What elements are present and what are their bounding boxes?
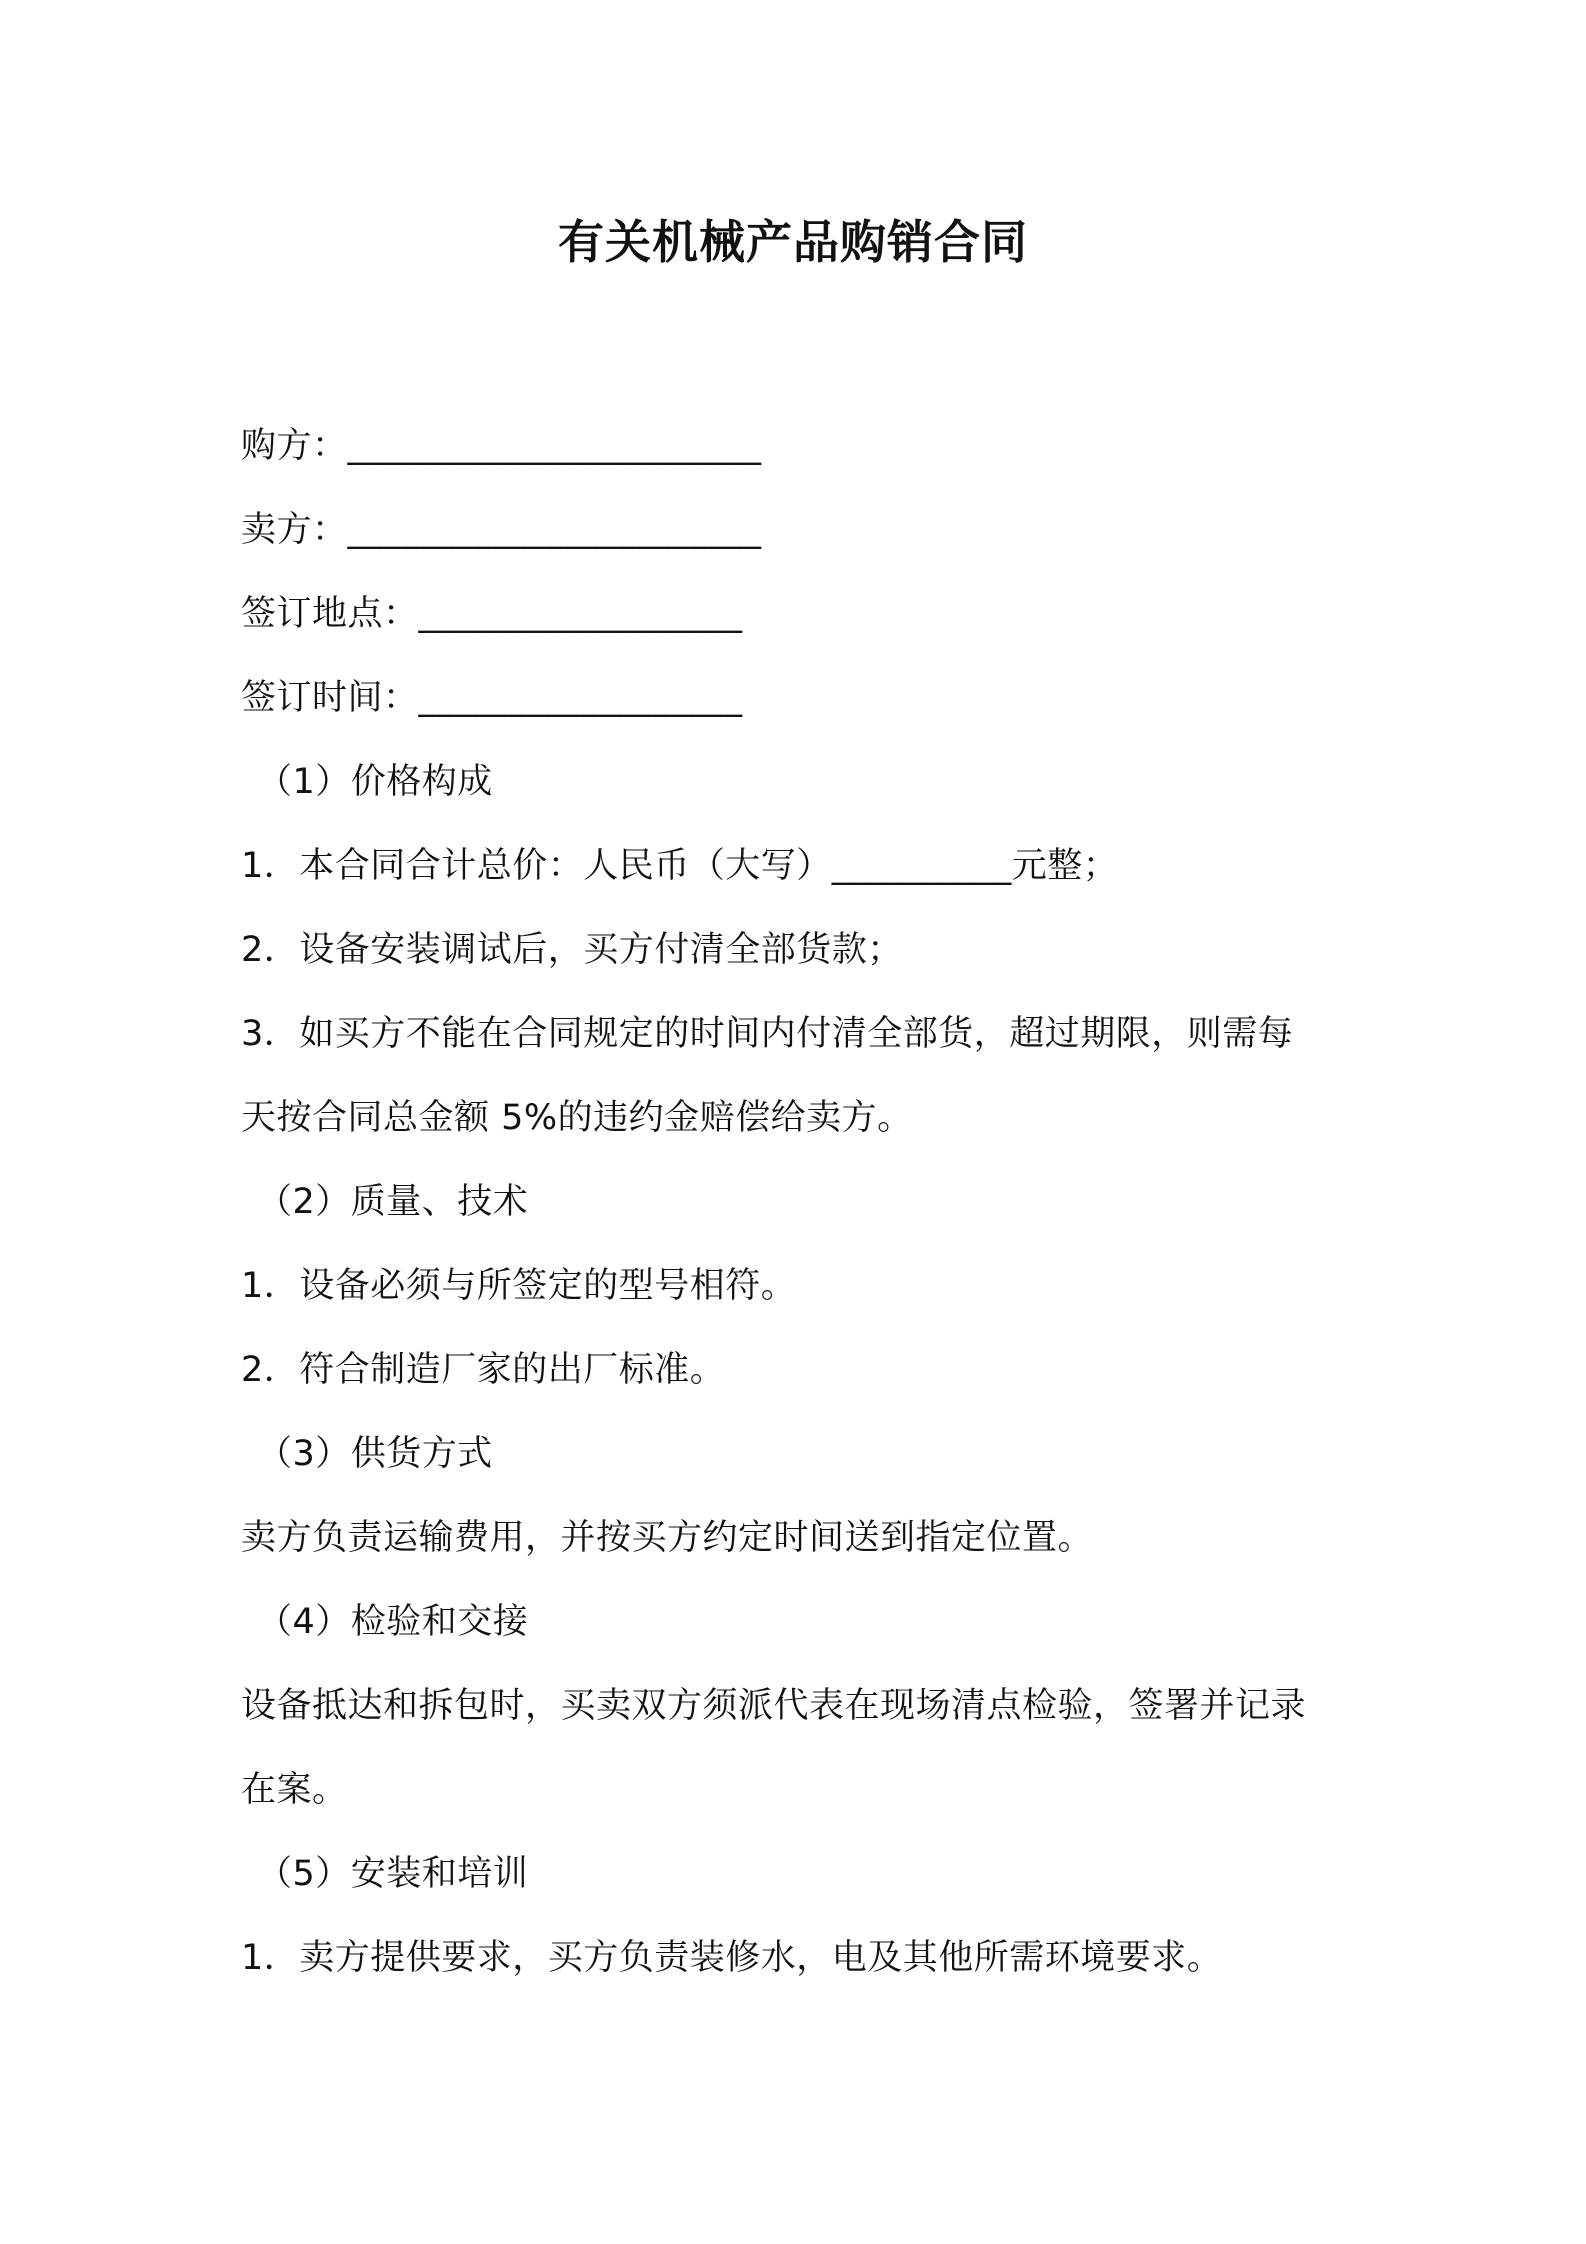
quality-clause-1: 1．设备必须与所签定的型号相符。 — [241, 1266, 797, 1306]
price-clause-2: 2．设备安装调试后，买方付清全部货款； — [241, 930, 903, 970]
inspection-clause-part-1: 设备抵达和拆包时，买卖双方须派代表在现场清点检验，签署并记录 — [241, 1686, 1307, 1726]
supply-clause: 卖方负责运输费用，并按买方约定时间送到指定位置。 — [241, 1518, 1094, 1558]
section-heading-inspection: （4）检验和交接 — [257, 1602, 529, 1642]
price-clause-3-part-2: 天按合同总金额 5%的违约金赔偿给卖方。 — [241, 1098, 913, 1138]
section-heading-price: （1）价格构成 — [257, 762, 493, 802]
section-heading-quality: （2）质量、技术 — [257, 1182, 529, 1222]
price-clause-1: 1．本合同合计总价：人民币（大写）__________元整； — [241, 846, 1119, 886]
signing-place-field-line: 签订地点：__________________ — [241, 594, 743, 634]
installation-clause-1: 1．卖方提供要求，买方负责装修水，电及其他所需环境要求。 — [241, 1938, 1223, 1978]
price-clause-3-part-1: 3．如买方不能在合同规定的时间内付清全部货，超过期限，则需每 — [241, 1014, 1294, 1054]
seller-field-line: 卖方：_______________________ — [241, 510, 762, 550]
inspection-clause-part-2: 在案。 — [241, 1770, 348, 1810]
quality-clause-2: 2．符合制造厂家的出厂标准。 — [241, 1350, 726, 1390]
document-title: 有关机械产品购销合同 — [558, 215, 1028, 269]
section-heading-installation: （5）安装和培训 — [257, 1854, 529, 1894]
buyer-field-line: 购方：_______________________ — [241, 426, 762, 466]
document-body — [241, 404, 1371, 2000]
section-heading-supply: （3）供货方式 — [257, 1434, 493, 1474]
signing-time-field-line: 签订时间：__________________ — [241, 678, 743, 718]
